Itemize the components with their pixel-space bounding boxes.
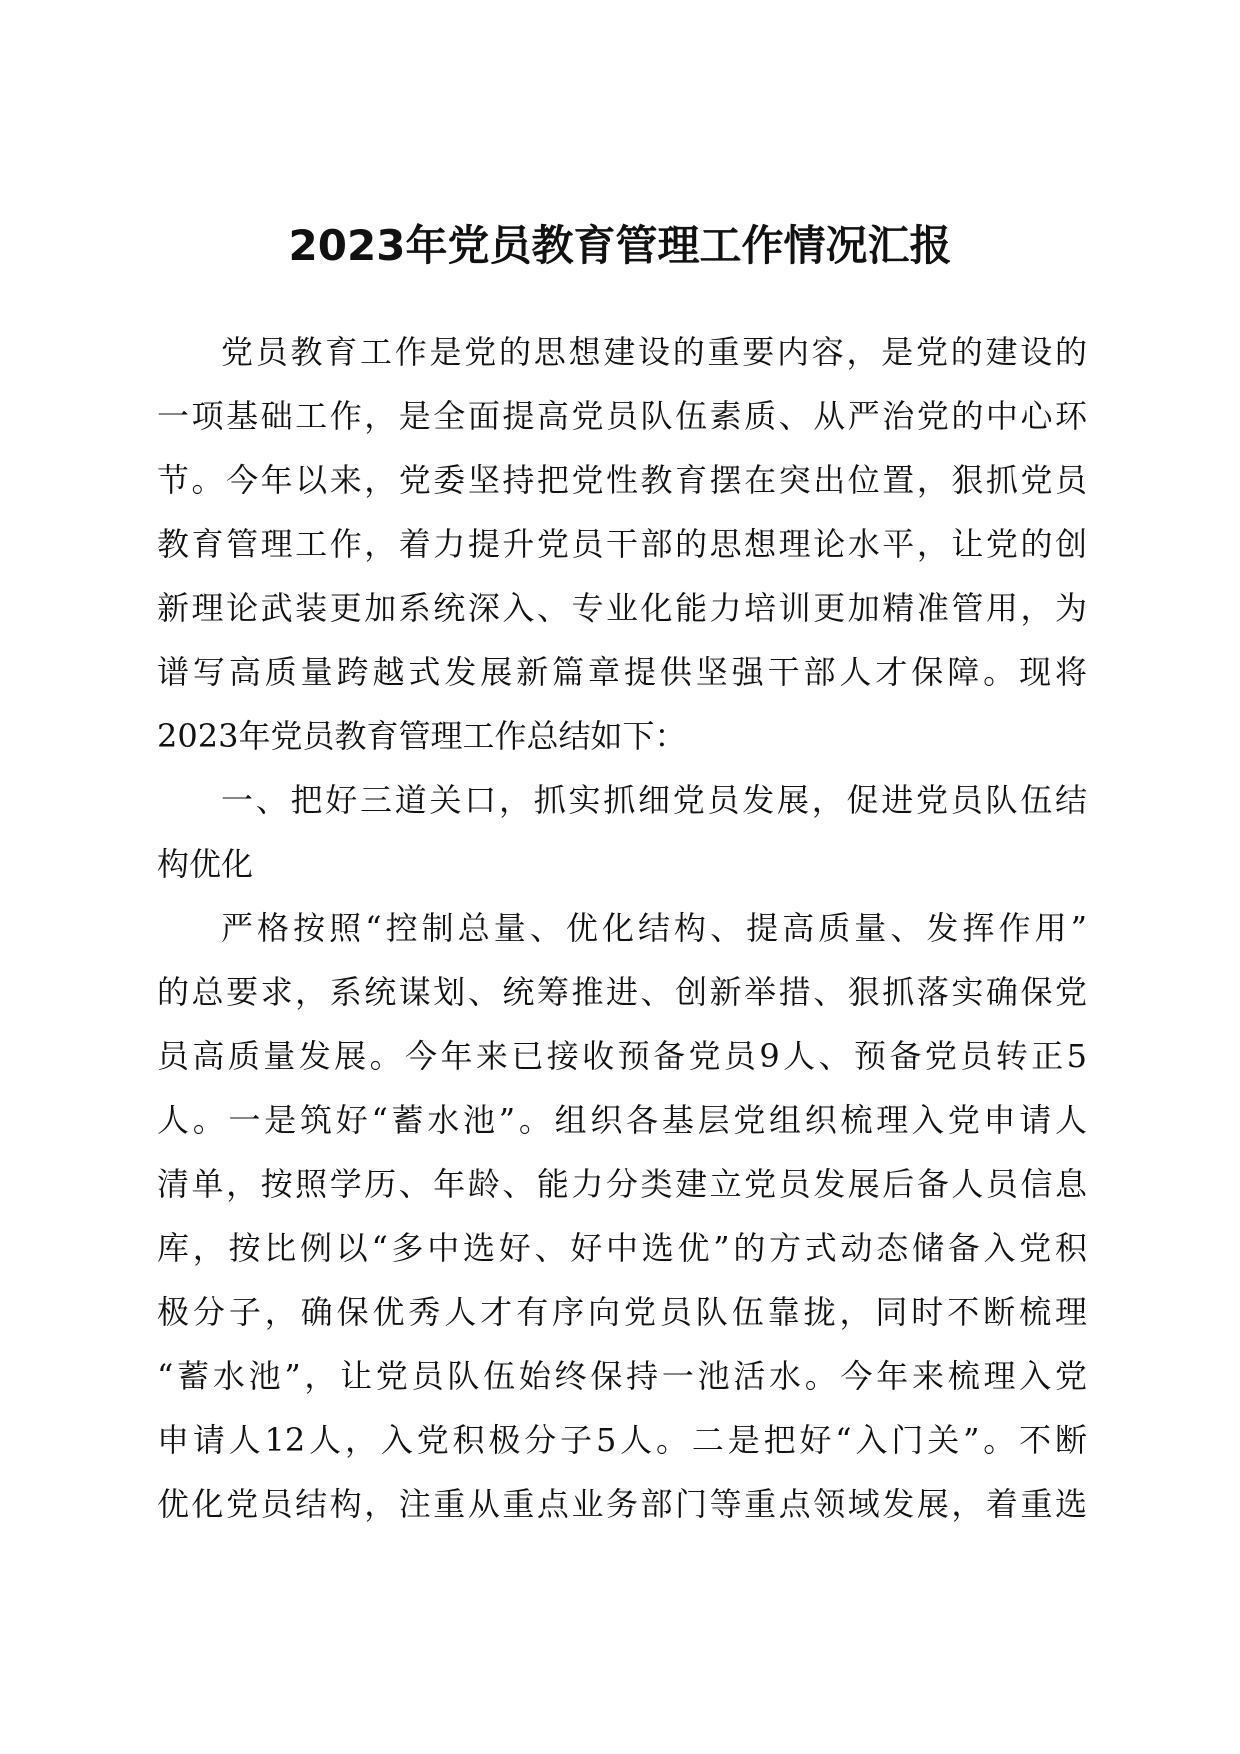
section-heading-line: 一、把好三道关口，抓实抓细党员发展，促进党员队伍结 xyxy=(221,781,1087,819)
paragraph-line: 一项基础工作，是全面提高党员队伍素质、从严治党的中心环 xyxy=(157,397,1087,435)
paragraph-line: 人。一是筑好“蓄水池”。组织各基层党组织梳理入党申请人 xyxy=(157,1101,1087,1139)
paragraph-line: 严格按照“控制总量、优化结构、提高质量、发挥作用” xyxy=(221,909,1087,947)
paragraph-line: 申请人12人，入党积极分子5人。二是把好“入门关”。不断 xyxy=(157,1421,1087,1459)
document-title: 2023年党员教育管理工作情况汇报 xyxy=(288,221,952,270)
paragraph-line: 极分子，确保优秀人才有序向党员队伍靠拢，同时不断梳理 xyxy=(157,1293,1087,1331)
paragraph-line: 优化党员结构，注重从重点业务部门等重点领域发展，着重选 xyxy=(157,1485,1087,1523)
paragraph-line: 党员教育工作是党的思想建设的重要内容，是党的建设的 xyxy=(221,333,1087,371)
paragraph-line: 员高质量发展。今年来已接收预备党员9人、预备党员转正5 xyxy=(157,1037,1087,1075)
paragraph-line: 教育管理工作，着力提升党员干部的思想理论水平，让党的创 xyxy=(157,525,1087,563)
paragraph-line: 库，按比例以“多中选好、好中选优”的方式动态储备入党积 xyxy=(157,1229,1087,1267)
section-heading-line: 构优化 xyxy=(157,845,254,883)
paragraph-line: 的总要求，系统谋划、统筹推进、创新举措、狠抓落实确保党 xyxy=(157,973,1087,1011)
paragraph-line: 2023年党员教育管理工作总结如下： xyxy=(157,717,687,755)
paragraph-line: 清单，按照学历、年龄、能力分类建立党员发展后备人员信息 xyxy=(157,1165,1087,1203)
paragraph-line: 新理论武装更加系统深入、专业化能力培训更加精准管用，为 xyxy=(157,589,1087,627)
paragraph-line: “蓄水池”，让党员队伍始终保持一池活水。今年来梳理入党 xyxy=(157,1357,1087,1395)
paragraph-line: 谱写高质量跨越式发展新篇章提供坚强干部人才保障。现将 xyxy=(157,653,1087,691)
document-body xyxy=(157,320,1087,1536)
paragraph-line: 节。今年以来，党委坚持把党性教育摆在突出位置，狠抓党员 xyxy=(157,461,1087,499)
